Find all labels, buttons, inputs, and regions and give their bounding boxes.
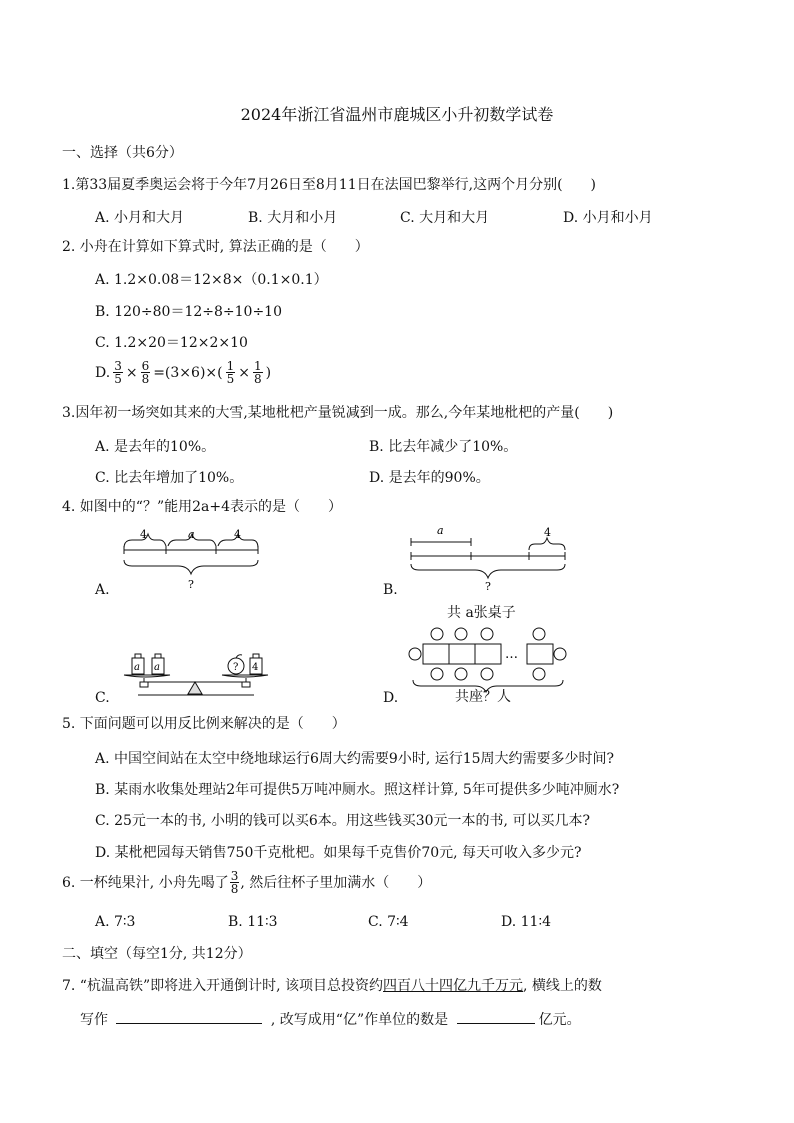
- figure-a-label-2: a: [188, 528, 195, 541]
- figure-c-apple-question: ?: [233, 662, 239, 673]
- question-2-option-c[interactable]: C. 1.2×20＝12×2×10: [95, 335, 248, 351]
- question-7-pre: 7. “杭温高铁”即将进入开通倒计时, 该项目总投资约: [62, 978, 384, 994]
- question-7-line-1: [62, 977, 602, 995]
- fraction-3-8: $\frac{3}{8}$: [230, 869, 239, 896]
- question-6-stem: [62, 870, 431, 895]
- figure-a-segment-diagram: [118, 528, 268, 598]
- figure-a-question-mark: ?: [188, 578, 194, 591]
- option-d-label: D.: [95, 364, 111, 381]
- question-3-option-a[interactable]: A. 是去年的10%。: [95, 439, 216, 455]
- figure-b-label-4: 4: [544, 526, 551, 539]
- fraction-1-5: $\frac{1}{5}$: [226, 359, 235, 386]
- question-4-option-c-label[interactable]: C.: [95, 690, 110, 706]
- figure-b-segment-diagram: [405, 522, 575, 592]
- question-2-option-a[interactable]: A. 1.2×0.08＝12×8×（0.1×0.1）: [95, 272, 328, 288]
- question-2-stem: 2. 小舟在计算如下算式时, 算法正确的是（ ）: [62, 239, 369, 255]
- question-7-line2-post: 亿元。: [538, 1012, 581, 1028]
- question-5-option-c[interactable]: C. 25元一本的书, 小明的钱可以买6本。用这些钱买30元一本的书, 可以买几本?: [95, 813, 590, 829]
- question-1-option-d[interactable]: D. 小月和小月: [563, 210, 653, 226]
- question-3-option-d[interactable]: D. 是去年的90%。: [369, 470, 490, 486]
- question-5-option-d[interactable]: D. 某枇杷园每天销售750千克枇杷。如果每千克售价70元, 每天可收入多少元?: [95, 845, 582, 861]
- question-1-option-a[interactable]: A. 小月和大月: [95, 210, 185, 226]
- page-title: 2024年浙江省温州市鹿城区小升初数学试卷: [240, 105, 554, 124]
- question-4-stem: 4. 如图中的“？”能用2a+4表示的是（ ）: [62, 499, 343, 515]
- question-6-option-a[interactable]: A. 7∶3: [95, 914, 136, 930]
- section-heading-choice: 一、选择（共6分）: [62, 145, 183, 161]
- figure-a-label-1: 4: [140, 528, 147, 541]
- question-1-option-b[interactable]: B. 大月和小月: [248, 210, 338, 226]
- option-d-middle: =(3×6)×(: [153, 364, 223, 381]
- figure-c-box-4: 4: [252, 662, 259, 673]
- figure-d-top-label: 共 a张桌子: [447, 605, 516, 621]
- question-7-line-2: [80, 1009, 581, 1029]
- fraction-3-5: $\frac{3}{5}$: [114, 359, 122, 386]
- question-5-option-a[interactable]: A. 中国空间站在太空中绕地球运行6周大约需要9小时, 运行15周大约需要多少时间?: [95, 751, 615, 767]
- question-6-option-d[interactable]: D. 11∶4: [501, 914, 551, 930]
- figure-c-balance-scale: [118, 648, 278, 700]
- question-3-stem: 3.因年初一场突如其来的大雪,某地枇杷产量锐减到一成。那么,今年某地枇杷的产量( ): [62, 405, 614, 421]
- question-1-option-c[interactable]: C. 大月和大月: [400, 210, 490, 226]
- question-6-stem-pre: 6. 一杯纯果汁, 小舟先喝了: [62, 874, 229, 891]
- question-2-option-b[interactable]: B. 120÷80＝12÷8÷10÷10: [95, 304, 282, 320]
- figure-d-ellipsis: …: [505, 647, 518, 662]
- figure-c-box-a-2: a: [154, 662, 160, 673]
- question-4-option-b-label[interactable]: B.: [383, 582, 398, 598]
- question-7-line2-pre: 写作: [80, 1012, 108, 1028]
- question-2-option-d[interactable]: [95, 360, 271, 385]
- figure-b-question-mark: ?: [485, 580, 491, 592]
- question-6-option-b[interactable]: B. 11∶3: [228, 914, 278, 930]
- figure-a-label-3: 4: [234, 528, 241, 541]
- question-3-option-b[interactable]: B. 比去年减少了10%。: [369, 439, 518, 455]
- figure-b-label-a: a: [437, 524, 444, 537]
- question-5-option-b[interactable]: B. 某雨水收集处理站2年可提供5万吨冲厕水。照这样计算, 5年可提供多少吨冲厕水?: [95, 782, 620, 798]
- question-3-option-c[interactable]: C. 比去年增加了10%。: [95, 470, 244, 486]
- figure-c-box-a-1: a: [134, 662, 140, 673]
- question-7-line2-mid: , 改写成用“亿”作单位的数是: [270, 1012, 449, 1028]
- option-d-end: ): [265, 364, 272, 381]
- question-7-post: , 横线上的数: [523, 978, 602, 994]
- figure-d-tables-diagram: [405, 624, 575, 694]
- times-sign-2: ×: [238, 364, 250, 381]
- question-7-underlined-number: 四百八十四亿九千万元: [383, 978, 524, 994]
- section-heading-fill-in: 二、填空（每空1分, 共12分）: [62, 946, 252, 962]
- figure-d-bottom-label: 共座？人: [455, 689, 511, 705]
- question-4-option-d-label[interactable]: D.: [383, 690, 399, 706]
- fraction-6-8: $\frac{6}{8}$: [141, 359, 150, 386]
- answer-blank-written-number[interactable]: [116, 1009, 262, 1024]
- times-sign: ×: [125, 364, 138, 381]
- answer-blank-yi-unit[interactable]: [457, 1009, 535, 1024]
- question-6-option-c[interactable]: C. 7∶4: [368, 914, 409, 930]
- fraction-1-8: $\frac{1}{8}$: [253, 359, 262, 386]
- question-1-stem: 1.第33届夏季奥运会将于今年7月26日至8月11日在法国巴黎举行,这两个月分别( ): [62, 177, 596, 193]
- question-4-option-a-label[interactable]: A.: [95, 582, 110, 598]
- question-5-stem: 5. 下面问题可以用反比例来解决的是（ ）: [62, 716, 346, 732]
- question-6-stem-post: , 然后往杯子里加满水（ ）: [240, 874, 432, 891]
